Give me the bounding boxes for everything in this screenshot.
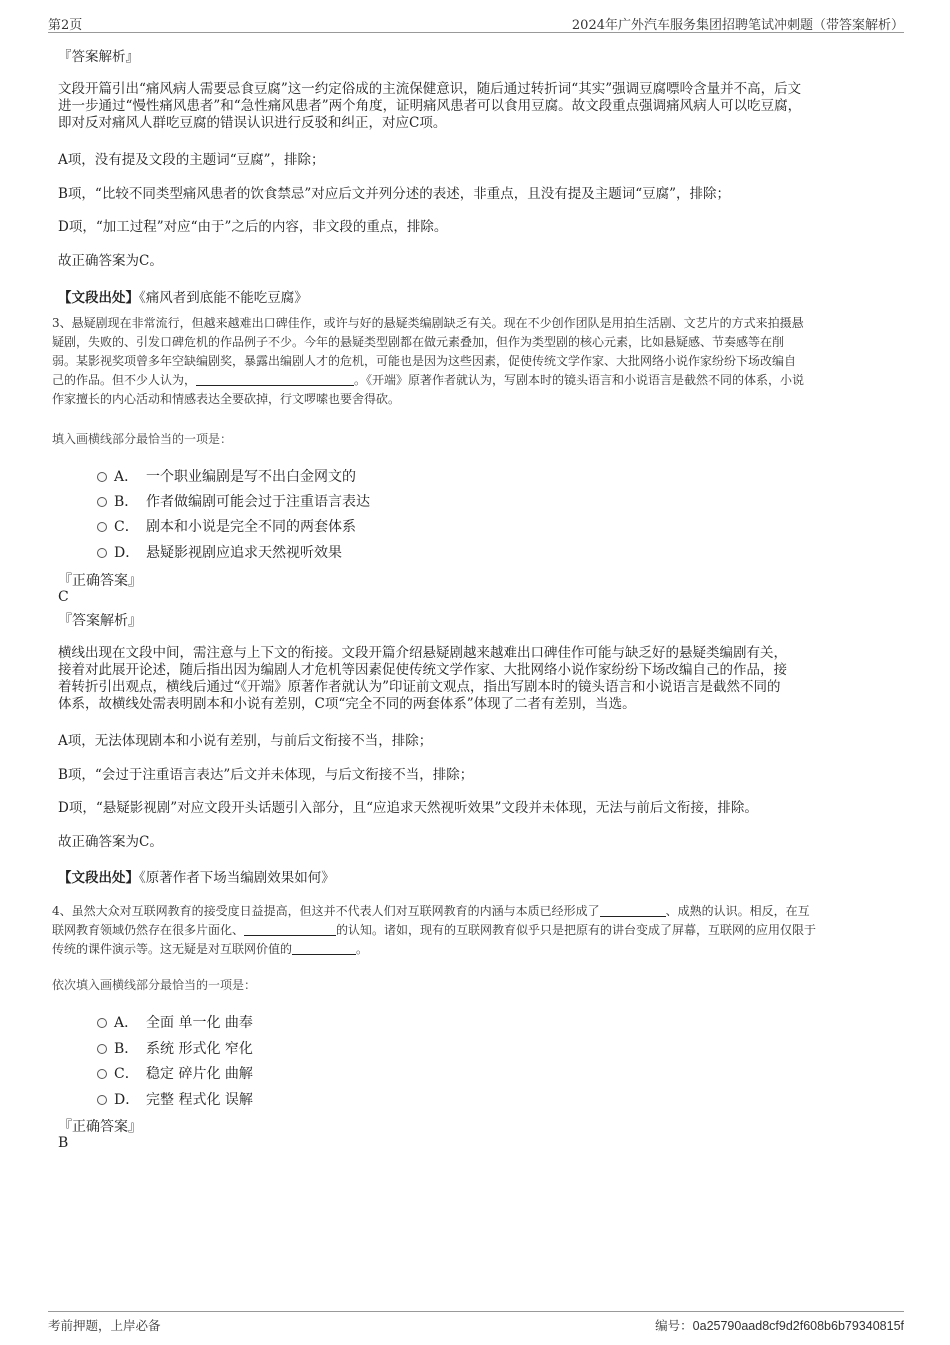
q4-option-d[interactable]: D． 完整 程式化 误解 [97, 1089, 253, 1109]
source-label: 【文段出处】 [58, 290, 139, 306]
source-title: 《原著作者下场当编剧效果如何》 [139, 870, 335, 886]
q4-option-a[interactable]: A． 全面 单一化 曲奉 [97, 1012, 253, 1032]
q4-answer: B [58, 1135, 69, 1151]
q3-stem-line: 作家擅长的内心活动和情感表达全要砍掉，行文啰嗦也要舍得砍。 [52, 392, 401, 406]
document-serial: 编号：0a25790aad8cf9d2f608b6b79340815f [655, 1318, 904, 1333]
q2-point-d: D项，“加工过程”对应“由于”之后的内容，非文段的重点，排除。 [58, 219, 448, 235]
q3-stem-line: 疑剧，失败的、引发口碑危机的作品例子不少。今年的悬疑类型剧都在做元素叠加，但作为类型剧的核心元素，比如悬疑感、节奏感等在削 [52, 335, 785, 349]
q4-stem-line: 联网教育领域仍然存在很多片面化、 的认知。诸如，现有的互联网教育似乎只是把原有的讲台变成了屏幕，互联网的应用仅限于 [52, 923, 817, 937]
radio-icon[interactable] [97, 548, 107, 558]
radio-icon[interactable] [97, 497, 107, 507]
page-number: 第2页 [48, 18, 83, 33]
q3-option-d[interactable]: D． 悬疑影视剧应追求天然视听效果 [97, 542, 342, 562]
footer-motto: 考前押题，上岸必备 [48, 1318, 161, 1333]
q4-stem-line: 传统的课件演示等。这无疑是对互联网价值的 。 [52, 942, 369, 956]
q4-stem-line: 4、虽然大众对互联网教育的接受度日益提高，但这并不代表人们对互联网教育的内涵与本质已经形成了 、成熟的认识。相反，在互 [52, 904, 810, 918]
q3-point-a: A项，无法体现剧本和小说有差别，与前后文衔接不当，排除； [58, 733, 433, 749]
q3-analysis-line: 体系，故横线处需表明剧本和小说有差别，C项“完全不同的两套体系”体现了二者有差别，当选。 [58, 696, 636, 712]
q3-stem-line: 3、悬疑剧现在非常流行，但越来越难出口碑佳作，或许与好的悬疑类编剧缺乏有关。现在不少创作团队是用拍生活剧、文艺片的方式来拍摄悬 [52, 316, 804, 330]
q3-source [58, 866, 335, 886]
q3-instruction: 填入画横线部分最恰当的一项是： [52, 432, 233, 446]
q2-point-a: A项，没有提及文段的主题词“豆腐”，排除； [58, 152, 325, 168]
q4-option-c[interactable]: C． 稳定 碎片化 曲解 [97, 1063, 253, 1083]
q3-option-b[interactable]: B． 作者做编剧可能会过于注重语言表达 [97, 491, 370, 511]
answer-blank [196, 373, 354, 386]
document-title: 2024年广外汽车服务集团招聘笔试冲刺题（带答案解析） [571, 18, 904, 33]
q2-analysis-line: 进一步通过“慢性痛风患者”和“急性痛风患者”两个角度，证明痛风患者可以食用豆腐。故文段重点强调痛风病人可以吃豆腐， [58, 98, 802, 114]
q4-stem [52, 902, 902, 959]
q3-analysis-paragraph [58, 645, 908, 713]
radio-icon[interactable] [97, 1095, 107, 1105]
source-label: 【文段出处】 [58, 870, 139, 886]
q4-answer-label: 『正确答案』 [58, 1119, 142, 1135]
q3-option-a[interactable]: A． 一个职业编剧是写不出白金网文的 [97, 466, 356, 486]
q3-answer-label: 『正确答案』 [58, 573, 142, 589]
radio-icon[interactable] [97, 472, 107, 482]
answer-blank [244, 923, 336, 936]
q2-analysis-line: 文段开篇引出“痛风病人需要忌食豆腐”这一约定俗成的主流保健意识，随后通过转折词“其实”强调豆腐嘌呤含量并不高，后文 [58, 81, 802, 97]
answer-blank [600, 904, 666, 917]
q3-stem-line: 己的作品。但不少人认为， 。《开端》原著作者就认为，写剧本时的镜头语言和小说语言是截然不同的体系，小说 [52, 373, 805, 387]
q3-conclusion: 故正确答案为C。 [58, 834, 163, 850]
q3-analysis-line: 着转折引出观点，横线后通过“《开端》原著作者就认为”印证前文观点，指出写剧本时的镜头语言和小说语言是截然不同的 [58, 679, 781, 695]
q3-analysis-line: 接着对此展开论述，随后指出因为编剧人才危机等因素促使传统文学作家、大批网络小说作家纷纷下场改编自己的作品，接 [58, 662, 787, 678]
answer-blank [292, 942, 356, 955]
page-header [48, 12, 904, 33]
q3-answer: C [58, 589, 69, 605]
radio-icon[interactable] [97, 1018, 107, 1028]
source-title: 《痛风者到底能不能吃豆腐》 [139, 290, 308, 306]
radio-icon[interactable] [97, 1069, 107, 1079]
page-footer [48, 1311, 904, 1338]
radio-icon[interactable] [97, 522, 107, 532]
q2-point-b: B项，“比较不同类型痛风患者的饮食禁忌”对应后文并列分述的表述，非重点，且没有提及主题词“豆腐”，排除； [58, 186, 731, 202]
q3-stem [52, 314, 902, 409]
q3-analysis-label: 『答案解析』 [58, 613, 142, 629]
q3-analysis-line: 横线出现在文段中间，需注意与上下文的衔接。文段开篇介绍悬疑剧越来越难出口碑佳作可能与缺乏好的悬疑类编剧有关， [58, 645, 787, 661]
radio-icon[interactable] [97, 1044, 107, 1054]
q2-analysis-paragraph [58, 81, 908, 132]
q2-conclusion: 故正确答案为C。 [58, 253, 163, 269]
q3-option-c[interactable]: C． 剧本和小说是完全不同的两套体系 [97, 516, 356, 536]
q3-point-b: B项，“会过于注重语言表达”后文并未体现，与后文衔接不当，排除； [58, 767, 474, 783]
q2-source [58, 286, 308, 306]
q2-analysis-line: 即对反对痛风人群吃豆腐的错误认识进行反驳和纠正，对应C项。 [58, 115, 447, 131]
q2-analysis-label: 『答案解析』 [58, 49, 139, 65]
q4-instruction: 依次填入画横线部分最恰当的一项是： [52, 978, 257, 992]
q3-point-d: D项，“悬疑影视剧”对应文段开头话题引入部分，且“应追求天然视听效果”文段并未体现，无法与前后文衔接，排除。 [58, 800, 758, 816]
q4-option-b[interactable]: B． 系统 形式化 窄化 [97, 1038, 253, 1058]
q3-stem-line: 弱。某影视奖项曾多年空缺编剧奖，暴露出编剧人才的危机，可能也是因为这些因素，促使传统文学作家、大批网络小说作家纷纷下场改编自 [52, 354, 797, 368]
